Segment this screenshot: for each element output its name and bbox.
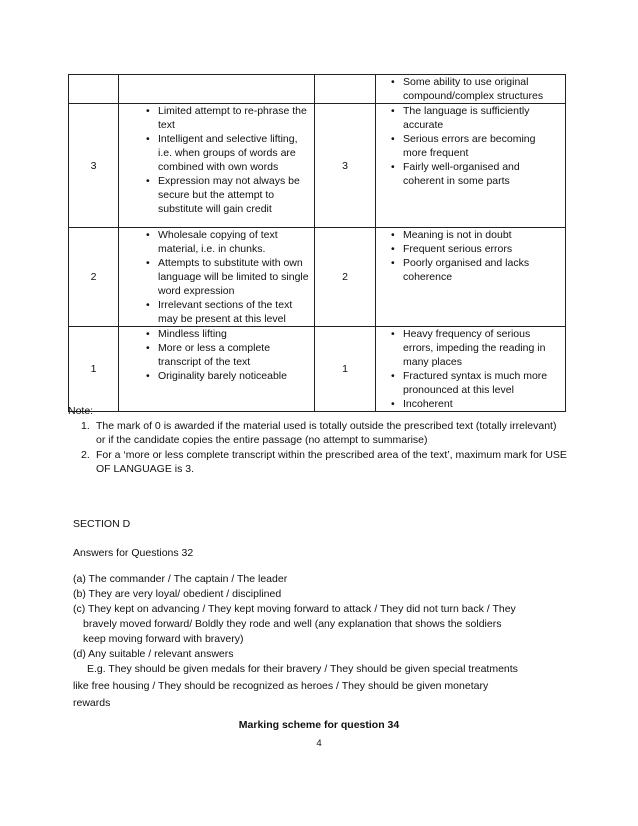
example-line-1: E.g. They should be given medals for their bravery / They should be given special treatments (87, 663, 518, 675)
answer-b: (b) They are very loyal/ obedient / disciplined (73, 588, 282, 600)
answer-list (73, 572, 568, 662)
language-descriptor-cell (376, 327, 566, 412)
content-mark-cell (69, 75, 119, 104)
note-item (68, 448, 568, 476)
note-list (68, 419, 568, 476)
list-item: • Some ability to use original compound/complex structures (376, 75, 561, 103)
list-item: • Mindless lifting (119, 327, 310, 341)
table-row (69, 104, 566, 228)
content-mark-cell: 2 (69, 228, 119, 327)
language-descriptor-cell (376, 104, 566, 228)
list-item: • The language is sufficiently accurate (376, 104, 561, 132)
list-item: • Poorly organised and lacks coherence (376, 256, 561, 284)
note-text: For a ‘more or less complete transcript within the prescribed area of the text’, maximum mark for USE OF LANGUAGE is 3. (96, 449, 567, 475)
content-descriptor-cell (119, 75, 315, 104)
note-text: The mark of 0 is awarded if the material used is totally outside the prescribed text (totally irrelevant) or if the candidate copies the entire passage (no attempt to summarise) (96, 420, 557, 446)
language-mark-cell: 1 (315, 327, 376, 412)
list-item: • Heavy frequency of serious errors, impeding the reading in many places (376, 327, 561, 369)
content-descriptor-cell (119, 104, 315, 228)
note-label: Note: (68, 405, 94, 417)
list-item: • Serious errors are becoming more frequent (376, 132, 561, 160)
list-item: • Limited attempt to re-phrase the text (119, 104, 310, 132)
language-mark-cell: 2 (315, 228, 376, 327)
marking-scheme-heading: Marking scheme for question 34 (238, 719, 400, 731)
example-line-3: rewards (73, 697, 111, 709)
list-item: • Incoherent (376, 397, 561, 411)
note-item (68, 419, 568, 447)
page-number: 4 (316, 738, 322, 749)
content-mark-cell: 1 (69, 327, 119, 412)
answer-c-line-3: keep moving forward with bravery) (83, 633, 244, 645)
language-mark-cell: 3 (315, 104, 376, 228)
list-item: • Intelligent and selective lifting, i.e. when groups of words are combined with own words (119, 132, 310, 174)
answer-a: (a) The commander / The captain / The leader (73, 573, 288, 585)
list-item: • Irrelevant sections of the text may be present at this level (119, 298, 310, 326)
list-item: • More or less a complete transcript of the text (119, 341, 310, 369)
answer-c-line-2: bravely moved forward/ Boldly they rode and well (any explanation that shows the soldiers (83, 618, 502, 630)
language-descriptor-cell (376, 228, 566, 327)
answer-d: (d) Any suitable / relevant answers (73, 648, 234, 660)
list-item: • Meaning is not in doubt (376, 228, 561, 242)
list-item: • Frequent serious errors (376, 242, 561, 256)
list-item: • Attempts to substitute with own language will be limited to single word expression (119, 256, 310, 298)
content-descriptor-cell (119, 327, 315, 412)
list-item: • Originality barely noticeable (119, 369, 310, 383)
example-paragraph (73, 661, 568, 712)
answer-c-line-1: (c) They kept on advancing / They kept moving forward to attack / They did not turn back / They (73, 603, 516, 615)
note-number: 1. (81, 420, 90, 432)
section-subtitle: Answers for Questions 32 (73, 547, 194, 559)
content-descriptor-cell (119, 228, 315, 327)
note-block (68, 404, 568, 476)
table-row (69, 75, 566, 104)
content-mark-cell: 3 (69, 104, 119, 228)
section-title: SECTION D (73, 518, 131, 530)
list-item: • Fairly well-organised and coherent in some parts (376, 160, 561, 188)
note-number: 2. (81, 449, 90, 461)
table-row (69, 327, 566, 412)
list-item: • Wholesale copying of text material, i.e. in chunks. (119, 228, 310, 256)
list-item: • Fractured syntax is much more pronounced at this level (376, 369, 561, 397)
marking-rubric-table (68, 74, 566, 412)
language-mark-cell (315, 75, 376, 104)
example-line-2: like free housing / They should be recognized as heroes / They should be given monetary (73, 680, 489, 692)
language-descriptor-cell (376, 75, 566, 104)
table-row (69, 228, 566, 327)
list-item: • Expression may not always be secure but the attempt to substitute will gain credit (119, 174, 310, 216)
